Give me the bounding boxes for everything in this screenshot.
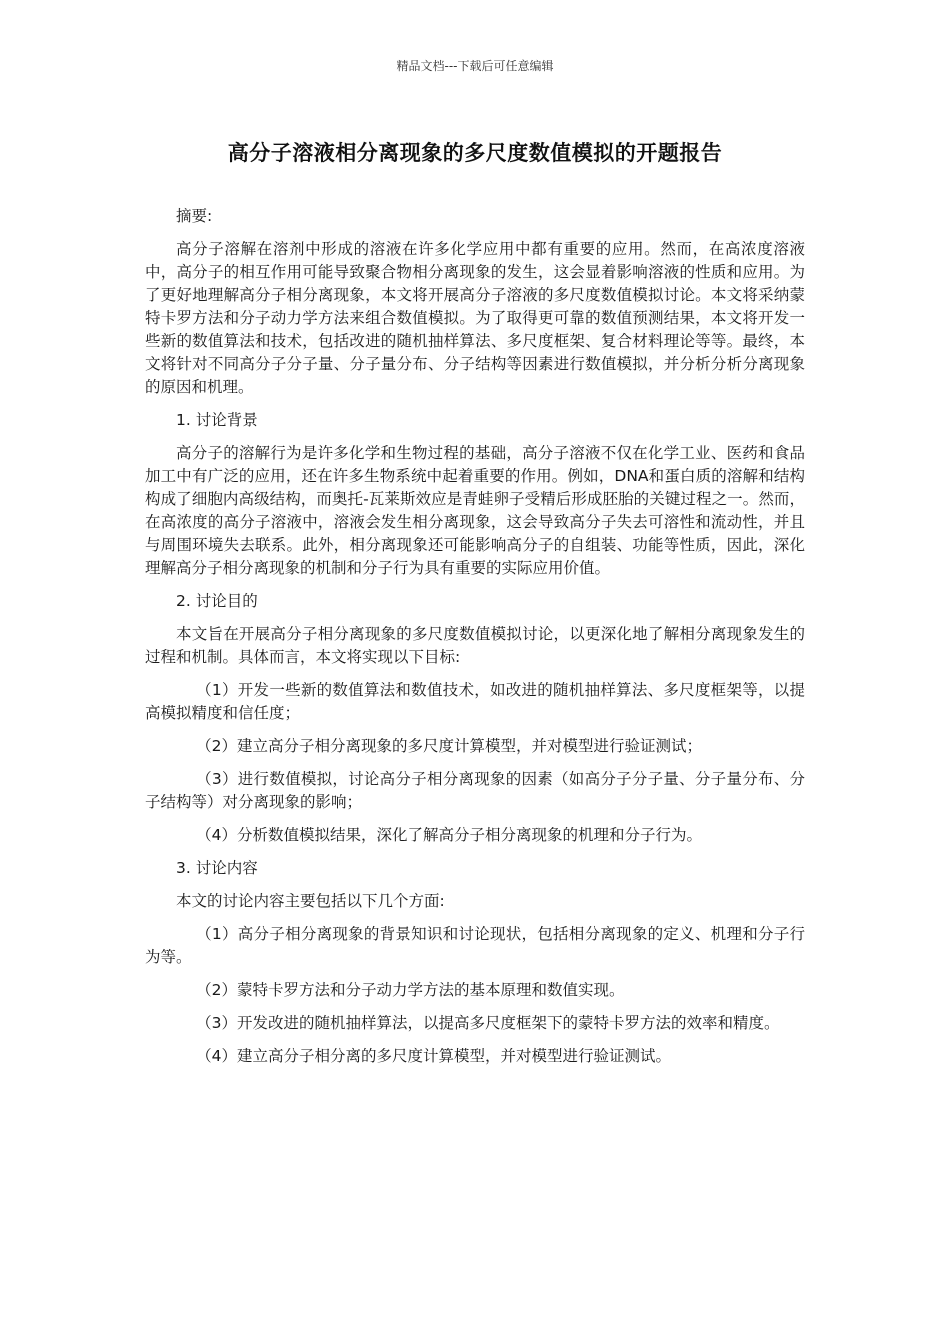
section-2-item: （4）分析数值模拟结果，深化了解高分子相分离现象的机理和分子行为。 [196,826,703,844]
document-title: 高分子溶液相分离现象的多尺度数值模拟的开题报告 [227,141,723,165]
section-1-heading: 1. 讨论背景 [176,411,258,429]
abstract-text: 高分子溶解在溶剂中形成的溶液在许多化学应用中都有重要的应用。然而，在高浓度溶液中，高分子的相互作用可能导致聚合物相分离现象的发生，这会显着影响溶液的性质和应用。为了更好地理解高分子相分离现象，本文将开展高分子溶液的多尺度数值模拟讨论。本文将采纳蒙特卡罗方法和分子动力学方法来组合数值模拟。为了取得更可靠的数值预测结果，本文将开发一些新的数值算法和技术，包括改进的随机抽样算法、多尺度框架、复合材料理论等等。最终，本文将针对不同高分子分子量、分子量分布、分子结构等因素进行数值模拟，并分析分析分离现象的原因和机理。 [145,240,805,396]
section-2-item: （3）进行数值模拟，讨论高分子相分离现象的因素（如高分子分子量、分子量分布、分子结构等）对分离现象的影响； [145,770,805,811]
section-1-text: 高分子的溶解行为是许多化学和生物过程的基础，高分子溶液不仅在化学工业、医药和食品加工中有广泛的应用，还在许多生物系统中起着重要的作用。例如，DNA和蛋白质的溶解和结构构成了细胞内高级结构，而奥托-瓦莱斯效应是青蛙卵子受精后形成胚胎的关键过程之一。然而，在高浓度的高分子溶液中，溶液会发生相分离现象，这会导致高分子失去可溶性和流动性，并且与周围环境失去联系。此外，相分离现象还可能影响高分子的自组装、功能等性质，因此，深化理解高分子相分离现象的机制和分子行为具有重要的实际应用价值。 [145,444,805,577]
section-3-item: （4）建立高分子相分离的多尺度计算模型，并对模型进行验证测试。 [196,1047,672,1065]
section-2-heading: 2. 讨论目的 [176,592,258,610]
document-body [145,205,805,1078]
section-2-item: （1）开发一些新的数值算法和数值技术，如改进的随机抽样算法、多尺度框架等，以提高模拟精度和信任度； [145,681,805,722]
section-3-heading: 3. 讨论内容 [176,859,258,877]
section-3-item: （3）开发改进的随机抽样算法，以提高多尺度框架下的蒙特卡罗方法的效率和精度。 [196,1014,780,1032]
section-3-item: （2）蒙特卡罗方法和分子动力学方法的基本原理和数值实现。 [196,981,625,999]
section-2-item: （2）建立高分子相分离现象的多尺度计算模型，并对模型进行验证测试； [196,737,703,755]
section-3-intro: 本文的讨论内容主要包括以下几个方面: [176,892,445,910]
section-2-intro: 本文旨在开展高分子相分离现象的多尺度数值模拟讨论，以更深化地了解相分离现象发生的过程和机制。具体而言，本文将实现以下目标: [145,625,805,666]
abstract-label: 摘要: [176,207,213,225]
page-header: 精品文档---下载后可任意编辑 [396,59,554,73]
section-3-item: （1）高分子相分离现象的背景知识和讨论现状，包括相分离现象的定义、机理和分子行为等。 [145,925,805,966]
